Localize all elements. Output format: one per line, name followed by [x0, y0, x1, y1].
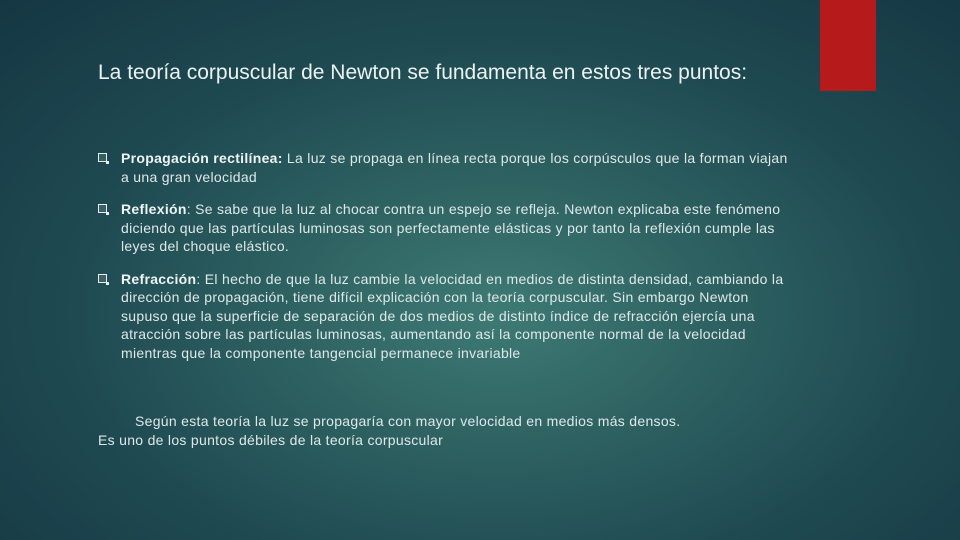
bullet-text: La luz se propaga en línea recta porque los corpúsculos que la forman viajan a una gran velocidad	[121, 150, 788, 185]
bullet-term: Reflexión	[121, 201, 187, 217]
bullet-text: : El hecho de que la luz cambie la velocidad en medios de distinta densidad, cambiando la dirección de propagación, tiene difícil explicación con la teoría corpuscular. Sin embargo Newton supuso que la superficie de separación de dos medios de distinto índice de refracción ejercía una atracción sobre las partículas luminosas, aumentando así la componente normal de la velocidad mientras que la componente tangencial permanece invariable	[121, 270, 784, 361]
bullet-reflexion	[98, 200, 788, 256]
footer-note	[98, 412, 798, 449]
checkbox-bullet-icon	[98, 153, 107, 162]
slide-title: La teoría corpuscular de Newton se fundamenta en estos tres puntos:	[98, 61, 748, 84]
accent-bar	[820, 0, 876, 91]
bullet-term: Propagación rectilínea:	[121, 150, 283, 166]
bullet-list	[98, 149, 788, 376]
footer-line-1: Según esta teoría la luz se propagaría con mayor velocidad en medios más densos.	[135, 413, 681, 429]
bullet-refraccion	[98, 270, 788, 363]
bullet-propagacion	[98, 149, 788, 186]
checkbox-bullet-icon	[98, 204, 107, 213]
bullet-text: : Se sabe que la luz al chocar contra un espejo se refleja. Newton explicaba este fenómeno diciendo que las partículas luminosas son perfectamente elásticas y por tanto la reflexión cumple las leyes del choque elástico.	[121, 201, 781, 254]
footer-line-2: Es uno de los puntos débiles de la teoría corpuscular	[98, 431, 444, 448]
bullet-term: Refracción	[121, 270, 197, 287]
checkbox-bullet-icon	[98, 274, 107, 283]
